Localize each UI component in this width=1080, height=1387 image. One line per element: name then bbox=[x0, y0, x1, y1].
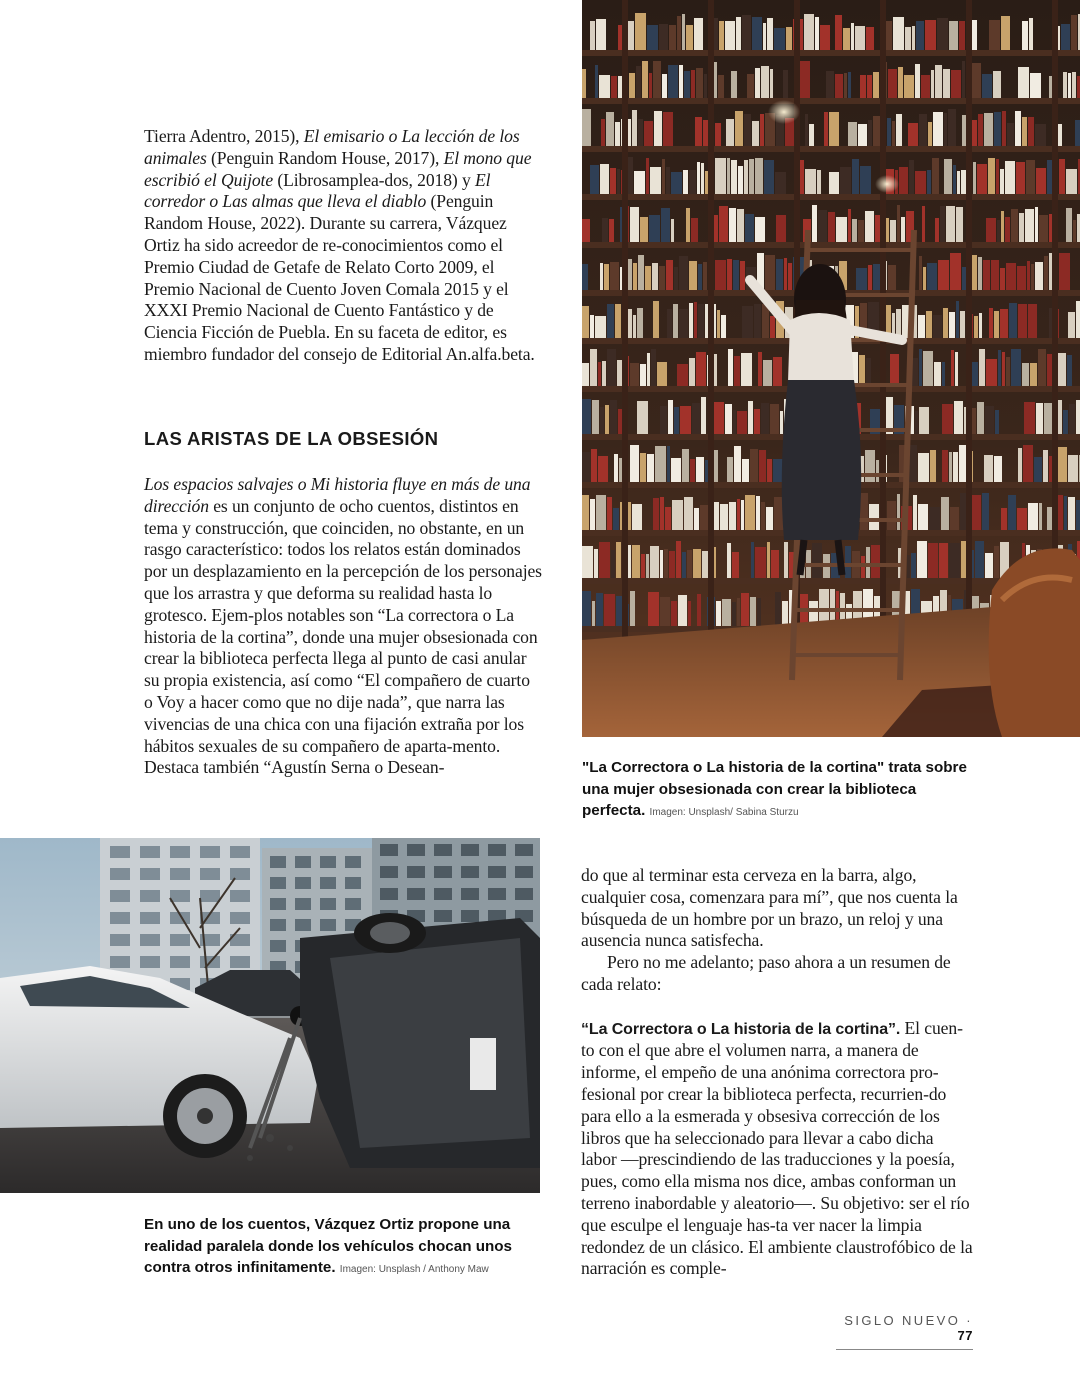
paragraph-text: El cuen-to con el que abre el volumen narra, a manera de informe, el empeño de una anónima correctora pro-fesional por crear la biblioteca perfecta, recurrien-do para ello a la esmerada y obsesiva corrección de los libros que ha seleccionado para llevar a cabo dicha labor —prescindiendo de las traducciones y la poesía, pues, como ella misma nos dice, ambas conforman un terreno inabordable y aleatorio—. Su objetivo: ser el río que esculpe el lenguaje has-ta ver nacer la limpia redondez de un clásico. El ambiente claustrofóbico de la narración es comple- bbox=[581, 1017, 973, 1279]
section-heading: LAS ARISTAS DE LA OBSESIÓN bbox=[144, 428, 439, 449]
magazine-name: SIGLO NUEVO bbox=[844, 1313, 961, 1328]
book-title: El emisario o La lección de los animales bbox=[144, 126, 520, 168]
paragraph: do que al terminar esta cerveza en la barra, algo, cualquier cosa, comenzara para mí”, que nos cuenta la búsqueda de un hombre por un brazo, un reloj y una ausencia nunca satisfecha. bbox=[581, 865, 958, 951]
library-photo-caption bbox=[582, 757, 982, 824]
car-crash-photo bbox=[0, 838, 540, 1193]
right-column-text bbox=[581, 865, 973, 1280]
page-number: 77 bbox=[957, 1328, 973, 1343]
book-title: Los espacios salvajes o Mi historia fluye en más de una dirección bbox=[144, 474, 531, 516]
book-title: El corredor o Las almas que lleva el diablo bbox=[144, 169, 491, 212]
caption-text: "La Correctora o La historia de la cortina" trata sobre una mujer obsesionada con crear la biblioteca perfecta. bbox=[582, 759, 967, 820]
paragraph: Pero no me adelanto; paso ahora a un resumen de cada relato: bbox=[581, 952, 951, 994]
photo-credit: Imagen: Unsplash/ Sabina Sturzu bbox=[649, 807, 799, 819]
section-paragraph bbox=[144, 474, 542, 779]
car-photo-caption bbox=[144, 1214, 534, 1281]
paragraph bbox=[581, 1018, 973, 1281]
folio-separator: · bbox=[960, 1313, 973, 1328]
story-title: “La Correctora o La historia de la cortina”. bbox=[581, 1020, 901, 1038]
caption-text: En uno de los cuentos, Vázquez Ortiz propone una realidad paralela donde los vehículos chocan unos contra otros infinitamente. bbox=[144, 1216, 512, 1277]
photo-credit: Imagen: Unsplash / Anthony Maw bbox=[339, 1264, 489, 1276]
book-title: El mono que escribió el Quijote bbox=[144, 147, 532, 190]
library-photo bbox=[582, 0, 1080, 737]
section-text: es un conjunto de ocho cuentos, distintos en tema y construcción, que coinciden, no obstante, en un rasgo característico: todos los relatos están dominados por un desplazamiento en la percepción de los personajes que los arrastra y que deforma su realidad hasta lo grotesco. Ejem-plos notables son “La correctora o La historia de la cortina”, donde una mujer obsesionada con crear la biblioteca perfecta llega al punto de casi anular su propia existencia, así como “El compañero de cuarto o Voy a hacer como que no dije nada”, que narra las vivencias de una chica con una fijación extraña por los hábitos sexuales de su compañero de aparta-mento. Destaca también “Agustín Serna o Desean- bbox=[144, 495, 542, 778]
intro-text: (Penguin Random House, 2017), bbox=[206, 147, 444, 168]
intro-text: (Librosamplea-dos, 2018) y bbox=[273, 169, 475, 190]
intro-text: (Penguin Random House, 2022). Durante su carrera, Vázquez Ortiz ha sido acreedor de re-conocimientos como el Premio Ciudad de Getafe de Relato Corto 2009, el Premio Nacional de Cuento Joven Comala 2015 y el XXXI Premio Nacional de Cuento Fantástico y de Ciencia Ficción de Puebla. En su faceta de editor, es miembro fundador del consejo de Editorial An.alfa.beta. bbox=[144, 191, 535, 364]
page-folio bbox=[836, 1313, 973, 1350]
intro-paragraph bbox=[144, 126, 544, 366]
intro-text: Tierra Adentro, 2015), bbox=[144, 126, 304, 146]
